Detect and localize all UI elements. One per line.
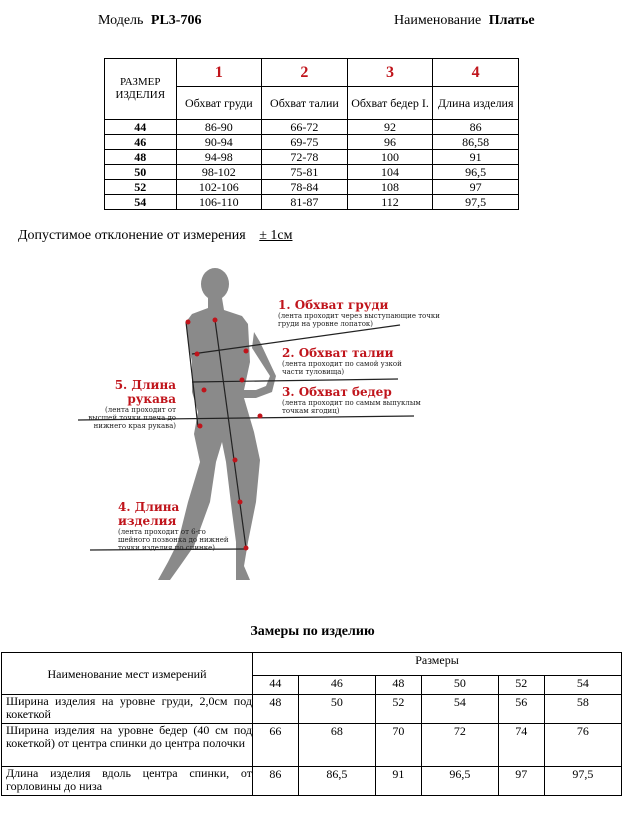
diagram-title: 3. Обхват бедер — [282, 385, 392, 399]
size-cell: 52 — [105, 180, 177, 195]
tolerance-line — [18, 228, 292, 244]
value-cell: 90-94 — [176, 135, 262, 150]
measurement-label: Ширина изделия на уровне бедер (40 см под кокеткой) от центра спинки до центра полочки — [2, 724, 253, 767]
value-cell: 97 — [498, 767, 544, 796]
value-cell: 74 — [498, 724, 544, 767]
model-line — [98, 13, 201, 29]
diagram-title: 4. Длина изделия — [118, 500, 180, 528]
size-cell: 46 — [105, 135, 177, 150]
measurement-diagram — [60, 262, 460, 592]
tolerance-text: Допустимое отклонение от измерения — [18, 228, 246, 243]
diagram-item-waist — [282, 346, 422, 376]
value-cell: 86 — [253, 767, 299, 796]
measurement-label: Длина изделия вдоль центра спинки, от горловины до низа — [2, 767, 253, 796]
size-table-row-header: РАЗМЕР ИЗДЕЛИЯ — [105, 59, 177, 120]
table-row — [105, 165, 519, 180]
value-cell: 96,5 — [433, 165, 519, 180]
measurements-header-row — [2, 653, 622, 676]
value-cell: 70 — [375, 724, 421, 767]
value-cell: 72 — [421, 724, 498, 767]
column-number: 4 — [433, 59, 519, 87]
measurements-table — [1, 652, 622, 796]
value-cell: 69-75 — [262, 135, 348, 150]
value-cell: 76 — [544, 724, 621, 767]
model-value: PL3-706 — [150, 13, 202, 28]
tolerance-value: ± 1см — [259, 228, 293, 243]
column-label: Обхват груди — [176, 87, 262, 120]
table-row — [105, 195, 519, 210]
value-cell: 86 — [433, 120, 519, 135]
diagram-title: 5. Длина рукава — [114, 378, 176, 406]
column-label: Обхват талии — [262, 87, 348, 120]
value-cell: 102-106 — [176, 180, 262, 195]
column-label: Длина изделия — [433, 87, 519, 120]
diagram-note: (лента проходит от 6-го шейного позвонка до нижней точки изделия по спинке) — [118, 528, 229, 552]
name-value: Платье — [488, 13, 535, 28]
value-cell: 86-90 — [176, 120, 262, 135]
size-table-header-numbers — [105, 59, 519, 87]
diagram-title: 1. Обхват груди — [278, 298, 389, 312]
value-cell: 91 — [433, 150, 519, 165]
value-cell: 96,5 — [421, 767, 498, 796]
value-cell: 50 — [298, 695, 375, 724]
name-header: Наименование мест измерений — [2, 653, 253, 695]
table-row — [2, 767, 622, 796]
sizes-header: Размеры — [253, 653, 622, 676]
value-cell: 104 — [347, 165, 433, 180]
measurements-title: Замеры по изделию — [250, 624, 375, 639]
value-cell: 72-78 — [262, 150, 348, 165]
value-cell: 52 — [375, 695, 421, 724]
name-line — [394, 13, 535, 29]
size-cell: 48 — [105, 150, 177, 165]
value-cell: 108 — [347, 180, 433, 195]
size-header-cell: 46 — [298, 676, 375, 695]
value-cell: 106-110 — [176, 195, 262, 210]
size-header-cell: 52 — [498, 676, 544, 695]
size-cell: 50 — [105, 165, 177, 180]
column-number: 2 — [262, 59, 348, 87]
diagram-item-length — [118, 500, 236, 552]
value-cell: 97,5 — [433, 195, 519, 210]
value-cell: 78-84 — [262, 180, 348, 195]
size-cell: 44 — [105, 120, 177, 135]
value-cell: 98-102 — [176, 165, 262, 180]
value-cell: 58 — [544, 695, 621, 724]
size-header-cell: 44 — [253, 676, 299, 695]
size-header-cell: 54 — [544, 676, 621, 695]
name-label: Наименование — [394, 13, 482, 28]
diagram-note: (лента проходит от высшей точки плеча до нижнего края рукава) — [88, 406, 176, 430]
value-cell: 68 — [298, 724, 375, 767]
column-number: 3 — [347, 59, 433, 87]
value-cell: 86,58 — [433, 135, 519, 150]
table-row — [105, 120, 519, 135]
diagram-item-bust — [278, 298, 448, 328]
table-row — [2, 724, 622, 767]
value-cell: 94-98 — [176, 150, 262, 165]
table-row — [105, 180, 519, 195]
value-cell: 97 — [433, 180, 519, 195]
column-label: Обхват бедер I. — [347, 87, 433, 120]
table-row — [2, 695, 622, 724]
table-row — [105, 150, 519, 165]
value-cell: 54 — [421, 695, 498, 724]
model-label: Модель — [98, 13, 144, 28]
size-header-cell: 48 — [375, 676, 421, 695]
value-cell: 92 — [347, 120, 433, 135]
diagram-note: (лента проходит по самой узкой части туловища) — [282, 360, 402, 376]
size-header-cell: 50 — [421, 676, 498, 695]
column-number: 1 — [176, 59, 262, 87]
table-row — [105, 135, 519, 150]
value-cell: 48 — [253, 695, 299, 724]
size-table — [104, 58, 519, 210]
measurement-label: Ширина изделия на уровне груди, 2,0см под кокеткой — [2, 695, 253, 724]
diagram-note: (лента проходит по самым выпуклым точкам ягодиц) — [282, 399, 421, 415]
value-cell: 96 — [347, 135, 433, 150]
value-cell: 112 — [347, 195, 433, 210]
value-cell: 66 — [253, 724, 299, 767]
value-cell: 81-87 — [262, 195, 348, 210]
size-cell: 54 — [105, 195, 177, 210]
value-cell: 66-72 — [262, 120, 348, 135]
diagram-item-sleeve — [80, 378, 176, 430]
value-cell: 56 — [498, 695, 544, 724]
value-cell: 75-81 — [262, 165, 348, 180]
value-cell: 86,5 — [298, 767, 375, 796]
diagram-title: 2. Обхват талии — [282, 346, 394, 360]
diagram-item-hips — [282, 385, 432, 415]
value-cell: 91 — [375, 767, 421, 796]
diagram-note: (лента проходит через выступающие точки груди на уровне лопаток) — [278, 312, 440, 328]
value-cell: 100 — [347, 150, 433, 165]
value-cell: 97,5 — [544, 767, 621, 796]
